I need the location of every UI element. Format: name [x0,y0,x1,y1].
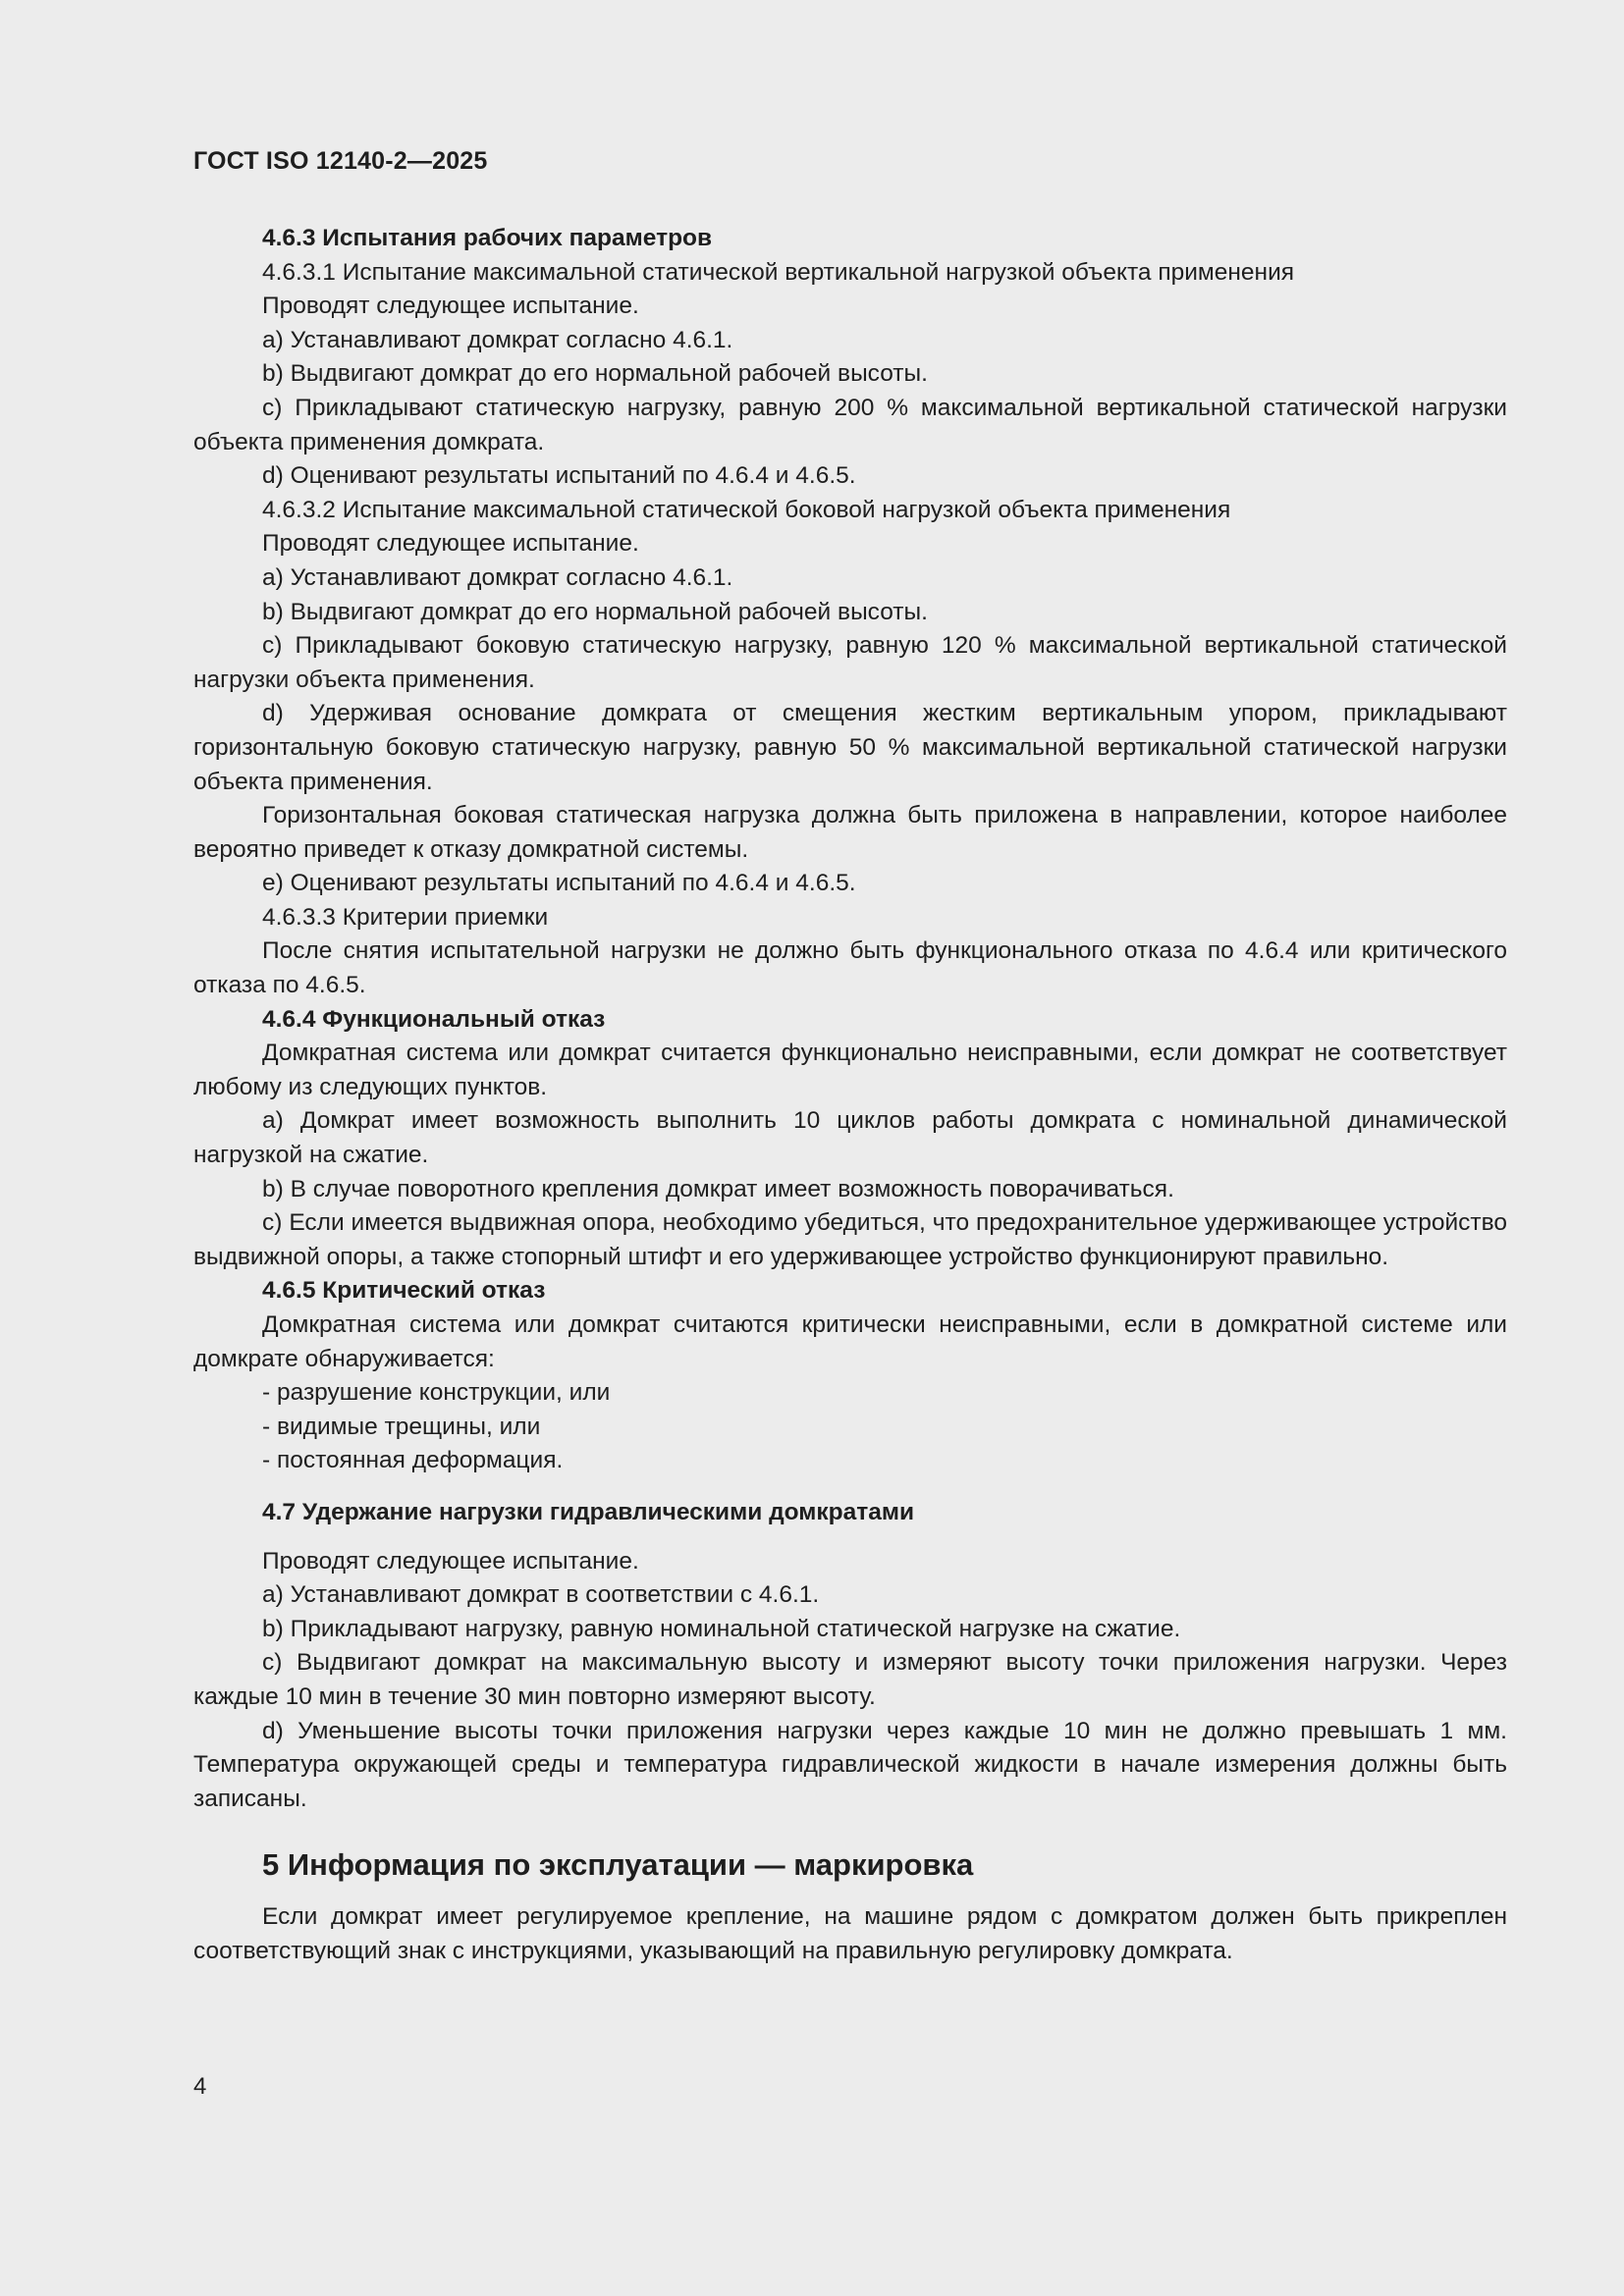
paragraph: Горизонтальная боковая статическая нагрузка должна быть приложена в направлении, которое наиболее вероятно приведет к отказу домкратной системы. [193,802,1507,863]
section-heading-4-7: 4.7 Удержание нагрузки гидравлическими домкратами [262,1498,915,1525]
list-item: a) Домкрат имеет возможность выполнить 10 циклов работы домкрата с номинальной динамической нагрузкой на сжатие. [193,1107,1507,1169]
paragraph: Если домкрат имеет регулируемое крепление, на машине рядом с домкратом должен быть прикреплен соответствующий знак с инструкциями, указывающий на правильную регулировку домкрата. [193,1903,1507,1964]
section-heading-4-6-3: 4.6.3 Испытания рабочих параметров [262,225,713,251]
paragraph: Домкратная система или домкрат считаются критически неисправными, если в домкратной системе или домкрате обнаруживается: [193,1311,1507,1372]
subsection-title: 4.6.3.3 Критерии приемки [262,903,549,931]
list-item: - разрушение конструкции, или [262,1379,611,1407]
list-item: - постоянная деформация. [262,1447,564,1474]
list-item: b) Выдвигают домкрат до его нормальной рабочей высоты. [262,598,928,625]
list-item: c) Прикладывают статическую нагрузку, равную 200 % максимальной вертикальной статической нагрузки объекта применения домкрата. [193,394,1507,455]
list-item: d) Оценивают результаты испытаний по 4.6.4 и 4.6.5. [262,462,856,490]
list-item: b) Прикладывают нагрузку, равную номинальной статической нагрузке на сжатие. [262,1615,1181,1642]
list-item: c) Если имеется выдвижная опора, необходимо убедиться, что предохранительное удерживающее устройство выдвижной опоры, а также стопорный штифт и его удерживающее устройство функционируют правильно. [193,1209,1507,1270]
subsection-title: 4.6.3.1 Испытание максимальной статической вертикальной нагрузкой объекта применения [262,258,1295,286]
section-heading-5: 5 Информация по эксплуатации — маркировка [262,1847,974,1883]
document-body [193,222,1507,1969]
paragraph: Домкратная система или домкрат считается функционально неисправными, если домкрат не соответствует любому из следующих пунктов. [193,1040,1507,1100]
paragraph: Проводят следующее испытание. [262,530,639,558]
list-item: a) Устанавливают домкрат в соответствии с 4.6.1. [262,1581,820,1609]
list-item: a) Устанавливают домкрат согласно 4.6.1. [262,563,733,591]
list-item: c) Выдвигают домкрат на максимальную высоту и измеряют высоту точки приложения нагрузки. Через каждые 10 мин в течение 30 мин повторно измеряют высоту. [193,1649,1507,1710]
list-item: e) Оценивают результаты испытаний по 4.6.4 и 4.6.5. [262,870,856,897]
list-item: b) Выдвигают домкрат до его нормальной рабочей высоты. [262,360,928,388]
list-item: - видимые трещины, или [262,1413,541,1440]
document-header: ГОСТ ISO 12140-2—2025 [193,147,488,175]
paragraph: После снятия испытательной нагрузки не должно быть функционального отказа по 4.6.4 или критического отказа по 4.6.5. [193,937,1507,999]
list-item: b) В случае поворотного крепления домкрат имеет возможность поворачиваться. [262,1175,1174,1202]
list-item: d) Удерживая основание домкрата от смещения жестким вертикальным упором, прикладывают горизонтальную боковую статическую нагрузку, равную 50 % максимальной вертикальной статической нагрузки объекта применения. [193,700,1507,795]
subsection-title: 4.6.3.2 Испытание максимальной статической боковой нагрузкой объекта применения [262,496,1231,523]
section-heading-4-6-4: 4.6.4 Функциональный отказ [262,1005,606,1033]
paragraph: Проводят следующее испытание. [262,1547,639,1575]
list-item: d) Уменьшение высоты точки приложения нагрузки через каждые 10 мин не должно превышать 1 мм. Температура окружающей среды и температура гидравлической жидкости в начале измерения должны быть записаны. [193,1717,1507,1812]
section-heading-4-6-5: 4.6.5 Критический отказ [262,1277,546,1305]
paragraph: Проводят следующее испытание. [262,293,639,320]
page-number: 4 [193,2073,207,2100]
list-item: c) Прикладывают боковую статическую нагрузку, равную 120 % максимальной вертикальной статической нагрузки объекта применения. [193,632,1507,693]
list-item: a) Устанавливают домкрат согласно 4.6.1. [262,326,733,353]
